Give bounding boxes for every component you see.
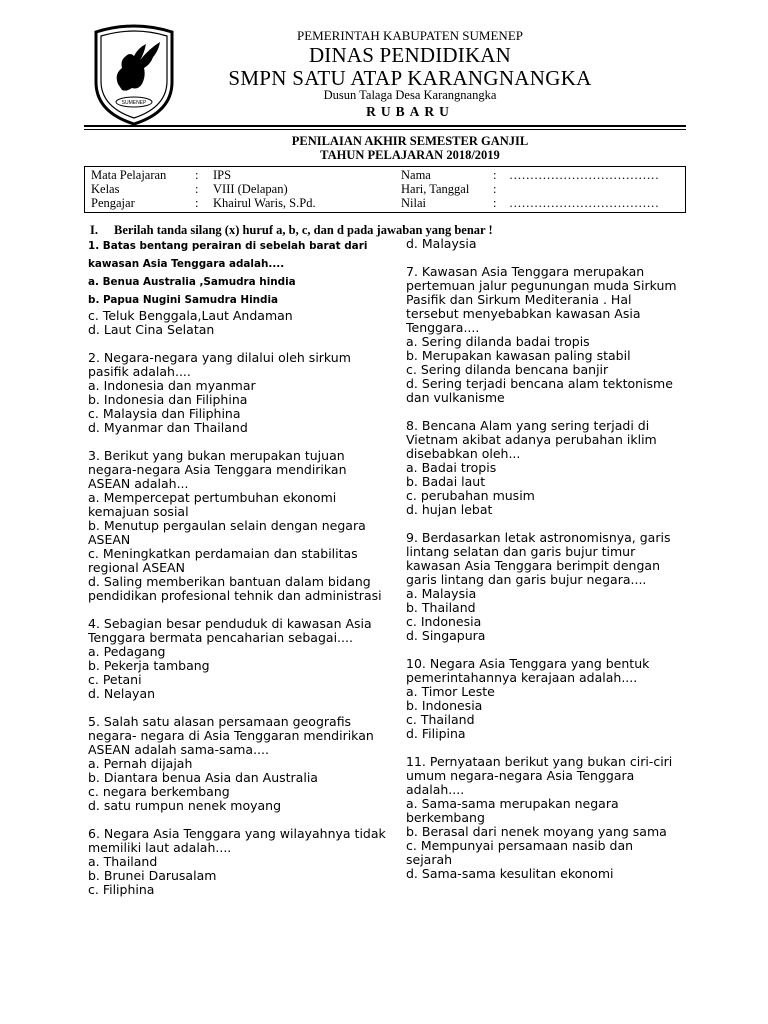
question-stem: 3. Berikut yang bukan merupakan tujuan negara-negara Asia Tenggara mendirikan ASEAN adalah... (88, 448, 347, 491)
option-d[interactable]: d. Malaysia (406, 236, 477, 251)
option-a[interactable]: a. Malaysia (406, 586, 477, 601)
questions-left-column (88, 237, 388, 911)
question-8 (406, 419, 681, 517)
option-c[interactable]: c. Teluk Benggala,Laut Andaman (88, 308, 293, 323)
option-c[interactable]: c. Malaysia dan Filiphina (88, 406, 241, 421)
school-name: SMPN SATU ATAP KARANGNANGKA (228, 66, 592, 90)
option-c[interactable]: c. perubahan musim (406, 488, 535, 503)
info-label-date: Hari, Tanggal (401, 182, 470, 196)
header-rule (84, 125, 686, 127)
question-stem: 9. Berdasarkan letak astronomisnya, garis lintang selatan dan garis bujur timur kawasan Asia Tenggara berimpit dengan garis lintang dan garis bujur negara.... (406, 530, 671, 587)
question-stem: 4. Sebagian besar penduduk di kawasan Asia Tenggara bermata pencaharian sebagai.... (88, 616, 372, 645)
option-b[interactable]: b. Papua Nugini Samudra Hindia (88, 294, 279, 306)
option-a[interactable]: a. Pedagang (88, 644, 166, 659)
option-a[interactable]: a. Mempercepat pertumbuhan ekonomi kemajuan sosial (88, 490, 337, 519)
option-d[interactable]: d. Filipina (406, 726, 466, 741)
option-b[interactable]: b. Menutup pergaulan selain dengan negara ASEAN (88, 518, 366, 547)
option-d[interactable]: d. Sama-sama kesulitan ekonomi (406, 866, 614, 881)
info-label-teacher: Pengajar (91, 196, 135, 210)
question-5 (88, 715, 388, 813)
option-b[interactable]: b. Merupakan kawasan paling stabil (406, 348, 631, 363)
school-address: Dusun Talaga Desa Karangnangka (323, 88, 497, 102)
option-c[interactable]: c. Sering dilanda bencana banjir (406, 362, 609, 377)
option-c[interactable]: c. Filiphina (88, 882, 155, 897)
option-a[interactable]: a. Pernah dijajah (88, 756, 193, 771)
questions-right-column (406, 237, 681, 895)
info-colon: : (195, 182, 199, 196)
option-d[interactable]: d. Sering terjadi bencana alam tektonisme dan vulkanisme (406, 376, 673, 405)
question-stem: 10. Negara Asia Tenggara yang bentuk pemerintahannya kerajaan adalah.... (406, 656, 650, 685)
info-value-subject: IPS (213, 168, 232, 182)
question-stem: 5. Salah satu alasan persamaan geografis negara- negara di Asia Tenggaran mendirikan ASEAN adalah sama-sama.... (88, 714, 374, 757)
section-number: I. (90, 223, 98, 237)
question-stem: 8. Bencana Alam yang sering terjadi di Vietnam akibat adanya perubahan iklim disebabkan oleh... (406, 418, 657, 461)
question-3 (88, 449, 388, 603)
question-6 (88, 827, 388, 897)
option-b[interactable]: b. Pekerja tambang (88, 658, 210, 673)
option-d[interactable]: d. Saling memberikan bantuan dalam bidang pendidikan profesional tehnik dan administrasi (88, 574, 382, 603)
info-colon: : (493, 168, 497, 182)
question-stem: 1. Batas bentang perairan di sebelah barat dari kawasan Asia Tenggara adalah.... (88, 240, 368, 270)
option-c[interactable]: c. Petani (88, 672, 142, 687)
option-c[interactable]: c. Indonesia (406, 614, 482, 629)
instruction-text: Berilah tanda silang (x) huruf a, b, c, dan d pada jawaban yang benar ! (114, 223, 493, 237)
info-value-class: VIII (Delapan) (213, 182, 288, 196)
question-9 (406, 531, 681, 643)
exam-year: TAHUN PELAJARAN 2018/2019 (320, 148, 500, 162)
option-b[interactable]: b. Diantara benua Asia dan Australia (88, 770, 318, 785)
school-region: RUBARU (366, 104, 454, 119)
option-a[interactable]: a. Badai tropis (406, 460, 497, 475)
option-d[interactable]: d. satu rumpun nenek moyang (88, 798, 282, 813)
info-value-teacher: Khairul Waris, S.Pd. (213, 196, 316, 210)
option-c[interactable]: c. negara berkembang (88, 784, 230, 799)
option-d[interactable]: d. Nelayan (88, 686, 156, 701)
info-colon: : (493, 196, 497, 210)
info-label-score: Nilai (401, 196, 426, 210)
question-4 (88, 617, 388, 701)
info-colon: : (195, 196, 199, 210)
government-name: PEMERINTAH KABUPATEN SUMENEP (296, 28, 523, 43)
option-a[interactable]: a. Sering dilanda badai tropis (406, 334, 590, 349)
info-label-class: Kelas (91, 182, 120, 196)
question-1 (88, 237, 388, 337)
info-colon: : (493, 182, 497, 196)
option-b[interactable]: b. Brunei Darusalam (88, 868, 217, 883)
option-d[interactable]: d. Myanmar dan Thailand (88, 420, 248, 435)
student-info-table (84, 166, 686, 213)
question-stem: 2. Negara-negara yang dilalui oleh sirkum pasifik adalah.... (88, 350, 351, 379)
option-d[interactable]: d. hujan lebat (406, 502, 493, 517)
option-d[interactable]: d. Singapura (406, 628, 486, 643)
header-rule-thin (84, 129, 686, 130)
question-11 (406, 755, 681, 881)
option-a[interactable]: a. Thailand (88, 854, 158, 869)
option-c[interactable]: c. Thailand (406, 712, 475, 727)
option-a[interactable]: a. Indonesia dan myanmar (88, 378, 256, 393)
question-10 (406, 657, 681, 741)
option-a[interactable]: a. Sama-sama merupakan negara berkembang (406, 796, 619, 825)
info-label-name: Nama (401, 168, 431, 182)
option-c[interactable]: c. Mempunyai persamaan nasib dan sejarah (406, 838, 634, 867)
option-b[interactable]: b. Badai laut (406, 474, 486, 489)
question-stem: 6. Negara Asia Tenggara yang wilayahnya tidak memiliki laut adalah.... (88, 826, 386, 855)
info-score-field[interactable]: ……………………………… (509, 196, 659, 210)
info-colon: : (195, 168, 199, 182)
option-c[interactable]: c. Meningkatkan perdamaian dan stabilitas regional ASEAN (88, 546, 358, 575)
option-a[interactable]: a. Benua Australia ,Samudra hindia (88, 276, 296, 288)
option-d[interactable]: d. Laut Cina Selatan (88, 322, 215, 337)
option-b[interactable]: b. Thailand (406, 600, 476, 615)
option-a[interactable]: a. Timor Leste (406, 684, 495, 699)
info-name-field[interactable]: ……………………………… (509, 168, 659, 182)
logo-ribbon-text: SUMENEP (121, 100, 147, 106)
option-b[interactable]: b. Indonesia (406, 698, 483, 713)
info-label-subject: Mata Pelajaran (91, 168, 167, 182)
question-6-continued (406, 237, 681, 251)
department-name: DINAS PENDIDIKAN (308, 43, 512, 67)
question-stem: 11. Pernyataan berikut yang bukan ciri-ciri umum negara-negara Asia Tenggara adalah.... (406, 754, 673, 797)
question-7 (406, 265, 681, 405)
question-stem: 7. Kawasan Asia Tenggara merupakan pertemuan jalur pegunungan muda Sirkum Pasifik dan Sirkum Mediterania . Hal tersebut menyebabkan kawasan Asia Tenggara.... (406, 264, 677, 335)
exam-title: PENILAIAN AKHIR SEMESTER GANJIL (291, 134, 529, 148)
option-b[interactable]: b. Berasal dari nenek moyang yang sama (406, 824, 667, 839)
question-2 (88, 351, 388, 435)
option-b[interactable]: b. Indonesia dan Filiphina (88, 392, 248, 407)
